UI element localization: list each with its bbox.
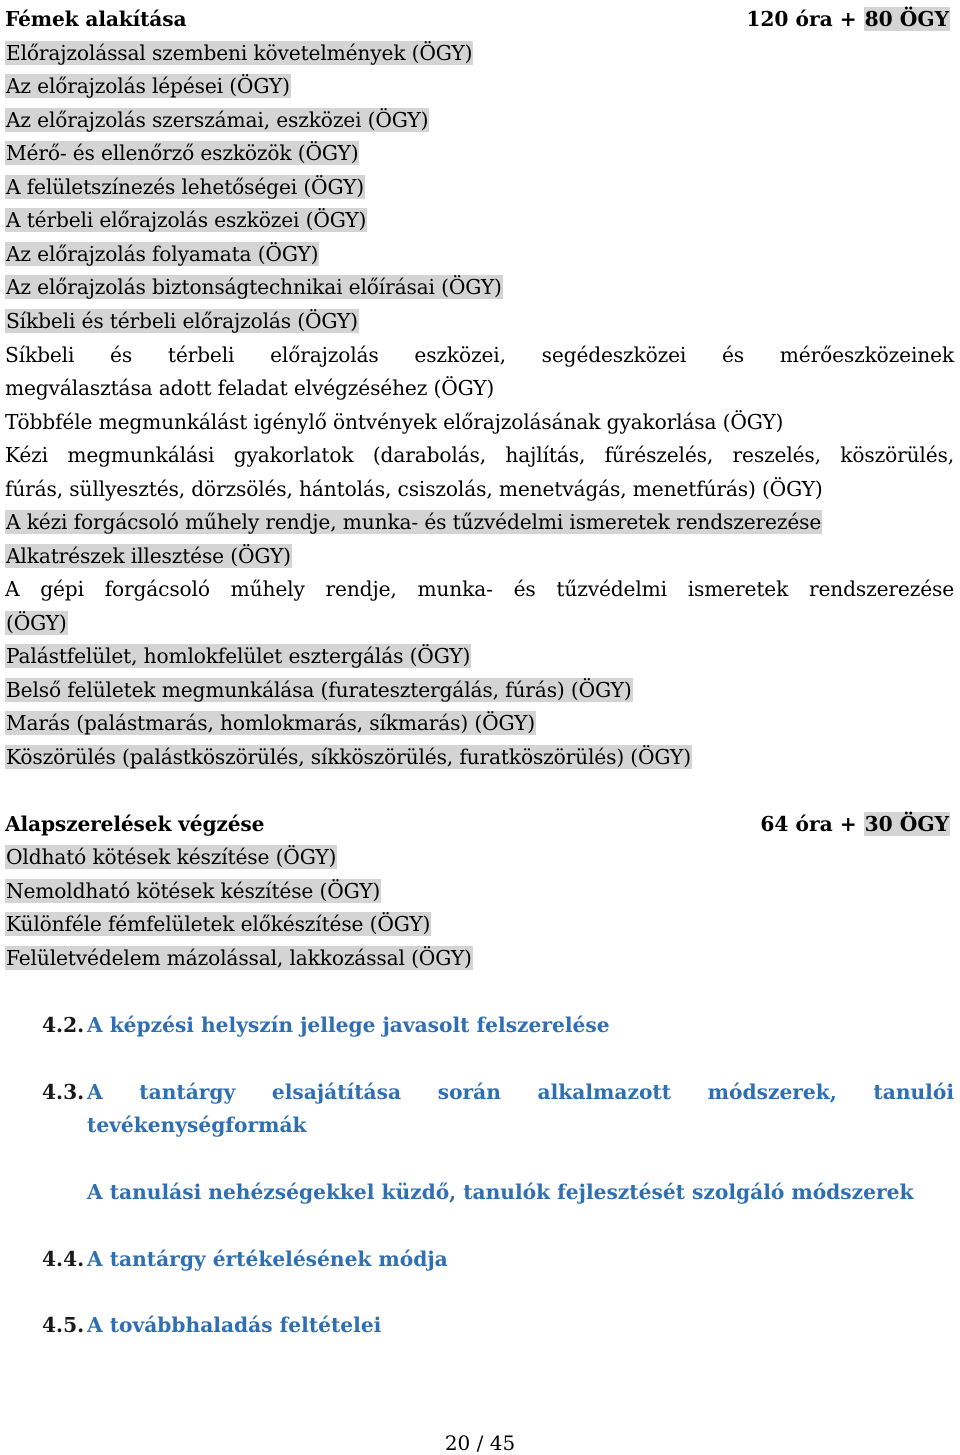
list-item: Nemoldható kötések készítése (ÖGY) [6,879,381,903]
list-item: A kézi forgácsoló műhely rendje, munka- és tűzvédelmi ismeretek rendszerezése [6,510,822,534]
list-item: Mérő- és ellenőrző eszközök (ÖGY) [6,141,359,165]
list-item: Síkbeli és térbeli előrajzolás (ÖGY) [6,309,358,333]
list-item: Oldható kötések készítése (ÖGY) [6,845,337,869]
list-item: Palástfelület, homlokfelület esztergálás (ÖGY) [6,644,471,668]
list-item: Marás (palástmarás, homlokmarás, síkmarás) (ÖGY) [6,711,535,735]
paragraph-line: megválasztása adott feladat elvégzéséhez (ÖGY) [5,376,495,400]
list-item: Az előrajzolás szerszámai, eszközei (ÖGY) [6,108,429,132]
list-item: Különféle fémfelületek előkészítése (ÖGY) [6,912,431,936]
paragraph-line: (ÖGY) [6,611,67,635]
list-item: A felületszínezés lehetőségei (ÖGY) [6,175,364,199]
list-item: Felületvédelem mázolással, lakkozással (ÖGY) [6,946,472,970]
list-item: Az előrajzolás lépései (ÖGY) [6,74,290,98]
list-item: Az előrajzolás biztonságtechnikai előírásai (ÖGY) [6,275,502,299]
paragraph-line: Síkbeli és térbeli előrajzolás eszközei, segédeszközei és mérőeszközeinek [5,343,954,367]
heading-4-3-subtitle: A tanulási nehézségekkel küzdő, tanulók fejlesztését szolgáló módszerek [87,1180,914,1204]
section-title: Alapszerelések végzése [5,812,265,836]
paragraph-line: Kézi megmunkálási gyakorlatok (darabolás, hajlítás, fűrészelés, reszelés, köszörülés, [5,443,954,467]
list-item: Alkatrészek illesztése (ÖGY) [6,544,291,568]
paragraph-line: A gépi forgácsoló műhely rendje, munka- és tűzvédelmi ismeretek rendszerezése [5,577,954,601]
list-item: Többféle megmunkálást igénylő öntvények előrajzolásának gyakorlása (ÖGY) [5,410,784,434]
section-hours: 120 óra + 80 ÖGY [746,7,949,31]
page-number: 20 / 45 [444,1431,516,1455]
heading-4-5: 4.5. A továbbhaladás feltételei [42,1313,382,1337]
heading-4-2: 4.2. A képzési helyszín jellege javasolt felszerelése [42,1013,610,1037]
heading-4-3-title: A tantárgy elsajátítása során alkalmazott módszerek, tanulói tevékenységformák [87,1080,954,1137]
list-item: A térbeli előrajzolás eszközei (ÖGY) [6,208,367,232]
list-item: Előrajzolással szembeni követelmények (ÖGY) [6,41,473,65]
paragraph-line: fúrás, süllyesztés, dörzsölés, hántolás, csiszolás, menetvágás, menetfúrás) (ÖGY) [5,477,823,501]
section-title: Fémek alakítása [5,7,187,31]
list-item: Köszörülés (palástköszörülés, síkköszörülés, furatköszörülés) (ÖGY) [6,745,691,769]
list-item: Belső felületek megmunkálása (furatesztergálás, fúrás) (ÖGY) [6,678,632,702]
heading-4-3-number: 4.3. [42,1080,85,1104]
heading-4-4: 4.4. A tantárgy értékelésének módja [42,1247,448,1271]
list-item: Az előrajzolás folyamata (ÖGY) [6,242,319,266]
section-hours: 64 óra + 30 ÖGY [760,812,949,836]
